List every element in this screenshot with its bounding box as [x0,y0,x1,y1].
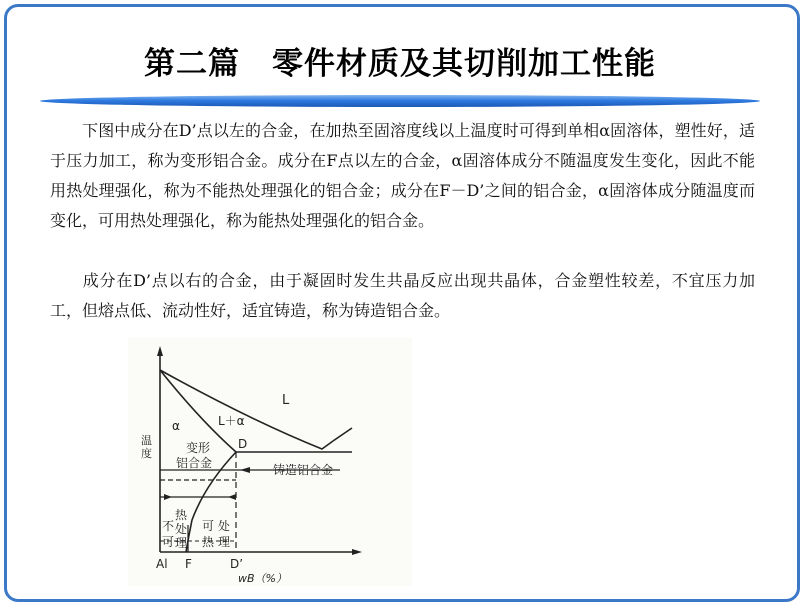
label-D: D [238,437,248,451]
label-axis: wB（%） [238,572,287,585]
label-L: L [282,393,290,408]
label-L-alpha: L＋α [218,414,245,428]
label-proc-2: 理 [218,535,231,549]
label-deform-1: 变形 [186,441,211,455]
label-F: F [185,557,192,571]
label-heat-3: 理 [175,536,188,550]
slide-title: 第二篇 零件材质及其切削加工性能 [144,46,656,82]
label-Al: Al [156,557,168,571]
label-deform-2: 铝合金 [176,456,213,470]
label-can-2: 热 [202,535,215,549]
label-can-1: 可 [202,519,215,533]
label-proc-1: 处 [218,519,231,533]
label-cast: 铸造铝合金 [273,463,334,477]
label-alpha: α [172,419,180,433]
paragraph-2-text: 成分在D’点以右的合金，由于凝固时发生共晶反应出现共晶体，合金塑性较差，不宜压力加工，但熔点低、流动性好，适宜铸造，称为铸造铝合金。 [50,271,755,320]
label-temp-1: 温 [141,434,152,447]
label-temp-2: 度 [141,447,152,460]
label-heat-2: 处 [175,522,188,536]
label-heat-1: 热 [175,508,188,522]
label-noheat-1: 不 [162,519,175,533]
paragraph-1-text: 下图中成分在D’点以左的合金，在加热至固溶度线以上温度时可得到单相α固溶体，塑性好，适于压力加工，称为变形铝合金。成分在F点以左的合金，α固溶体成分不随温度发生变化，因此不能用热处理强化，称为不能热处理强化的铝合金；成分在F－D’之间的铝合金，α固溶体成分随温度而变化，可用热处理强化，称为能热处理强化的铝合金。 [50,121,755,230]
label-Dprime: D’ [230,557,244,571]
label-noheat-2: 可 [162,535,175,549]
